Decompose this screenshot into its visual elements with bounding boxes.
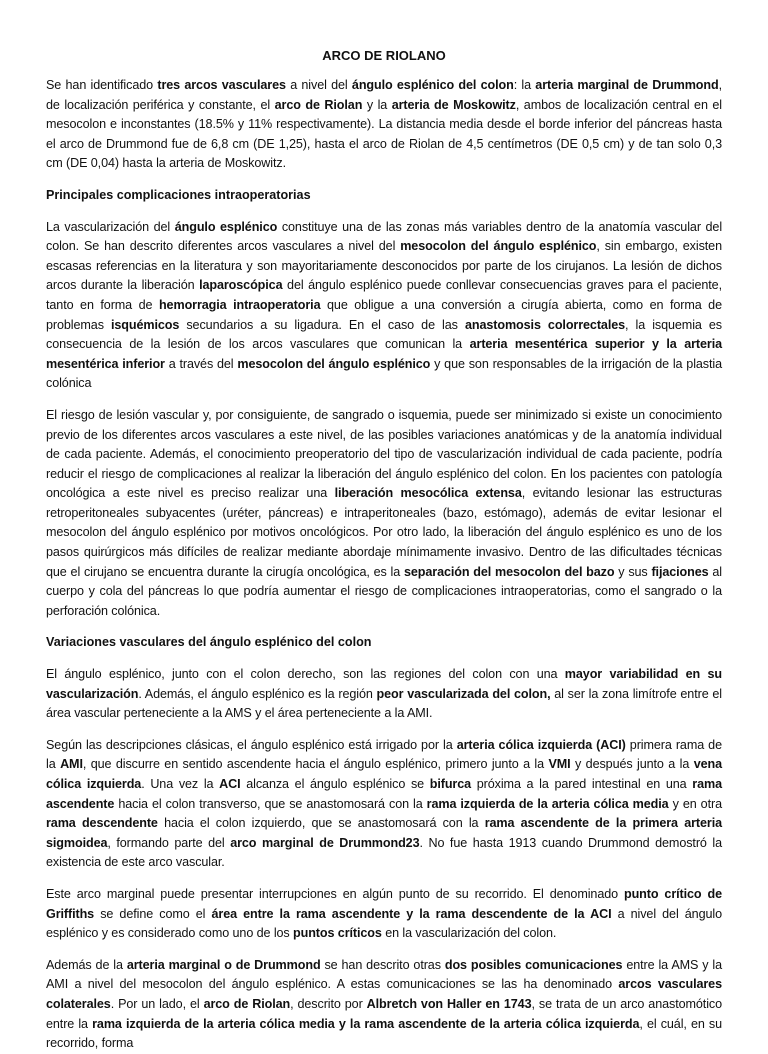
bold-text: puntos críticos [293,926,382,941]
bold-text: anastomosis colorrectales [464,317,626,332]
text-run: Además de la [46,957,127,972]
bold-text: rama izquierda de la arteria cólica media [426,796,669,811]
bold-text: rama descendente [46,816,158,831]
bold-text: ángulo esplénico [174,219,278,234]
bold-text: arco de Riolan [203,996,291,1011]
bold-text: laparoscópica [199,278,283,293]
text-run: al cuerpo y cola del páncreas lo que podría aumentar el riesgo de complicaciones intraoperatorias, como el sangrado o la perforación colónica. [46,564,722,618]
section-heading: Variaciones vasculares del ángulo esplénico del colon [46,635,372,650]
bold-text: arco marginal de Drummond23 [230,835,420,850]
text-run: Según las descripciones clásicas, el ángulo esplénico está irrigado por la [46,737,457,752]
text-run: , el cuál, en su recorrido, forma [46,1016,723,1051]
text-run: a través del [164,356,238,371]
bold-text: arteria cólica izquierda (ACI) [456,737,626,752]
bold-text: área entre la rama ascendente y la rama descendente de la ACI [211,906,612,921]
document-body [46,76,722,1054]
bold-text: arteria marginal de Drummond [535,78,719,92]
text-run: : la [513,78,536,92]
bold-text: mayor variabilidad en su vascularización [46,667,722,701]
document-title: ARCO DE RIOLANO [322,48,446,63]
text-run: constituye una de las zonas más variables dentro de la anatomía vascular del colon. Se han descrito diferentes arcos vasculares a nivel del [46,219,723,254]
text-run: , descrito por [290,996,367,1011]
bold-text: rama ascendente de la primera arteria sigmoidea [46,816,723,850]
bold-text: vena cólica izquierda [46,757,722,791]
text-run: y en otra [668,796,722,811]
bold-text: rama izquierda de la arteria cólica media y la rama ascendente de la arteria cólica izquierda [92,1016,640,1031]
text-run: , de localización periférica y constante, el [46,78,722,112]
text-run: se han descrito otras [320,957,445,972]
text-run: Se han identificado [46,78,158,92]
text-run: en la vascularización del colon. [381,926,557,941]
bold-text: ACI [219,777,241,791]
paragraph [46,665,722,724]
paragraph [46,406,722,622]
bold-text: isquémicos [110,317,180,332]
bold-text: bifurca [429,777,472,791]
bold-text: arteria mesentérica superior y la arteria mesentérica inferior [46,337,722,371]
text-run: hacia el colon izquierdo, que se anastomosará con la [157,816,485,831]
bold-text: punto crítico de Griffiths [46,886,722,921]
paragraph [46,76,722,174]
text-run: , se trata de un arco anastomótico entre la [46,996,722,1031]
text-run: Este arco marginal puede presentar interrupciones en algún punto de su recorrido. El denominado [46,886,624,901]
text-run: alcanza el ángulo esplénico se [240,777,430,791]
bold-text: mesocolon del ángulo esplénico [400,239,597,254]
text-run: El ángulo esplénico, junto con el colon derecho, son las regiones del colon con una [46,667,565,682]
bold-text: Albretch von Haller en 1743 [366,996,532,1011]
text-run: a nivel del [285,78,352,92]
text-run: , evitando lesionar las estructuras retroperitoneales subyacentes (uréter, páncreas) e intraperitoneales (bazo, estómago), además de evitar lesionar el mesocolon del ángulo esplénico por motivos oncológicos. Por otro lado, la liberación del ángulo esplénico es uno de los pasos quirúrgicos más difíciles de realizar mediante abordaje mínimamente invasivo. Dentro de las dificultades técnicas que el cirujano se encuentra durante la cirugía oncológica, es la [46,486,722,579]
text-run: . Una vez la [141,777,220,791]
text-run: . No fue hasta 1913 cuando Drummond demostró la existencia de este arco vascular. [46,835,722,870]
text-run: hacia el colon transverso, que se anastomosará con la [114,796,427,811]
bold-text: AMI [60,757,83,772]
bold-text: VMI [548,757,571,772]
section-heading: Principales complicaciones intraoperatorias [46,187,311,202]
text-run: y después junto a la [570,757,694,772]
text-run: , que discurre en sentido ascendente hacia el ángulo esplénico, primero junto a la [82,757,549,772]
text-run: primera rama de la [46,737,722,772]
bold-text: ángulo esplénico del colon [351,78,514,92]
text-run: entre la AMS y la AMI a nivel del mesocolon del ángulo esplénico. A estas comunicaciones se las ha denominado [46,957,722,992]
bold-text: liberación mesocólica extensa [334,486,522,501]
bold-text: mesocolon del ángulo esplénico [237,356,431,371]
bold-text: arco de Riolan [274,97,363,112]
text-run: al ser la zona limítrofe entre el área vascular perteneciente a la AMS y el área perteneciente a la AMI. [46,686,722,721]
text-run: secundarios a su ligadura. En el caso de las [179,317,465,332]
text-run: del ángulo esplénico puede conllevar consecuencias graves para el paciente, tanto en forma de [46,278,722,312]
text-run: . Por un lado, el [110,996,204,1011]
text-run: y sus [614,564,652,579]
text-run: y que son responsables de la irrigación de la plastia colónica [46,356,723,391]
bold-text: tres arcos vasculares [157,78,286,92]
paragraph [46,885,722,944]
paragraph [46,956,722,1054]
bold-text: arteria marginal o de Drummond [126,957,321,972]
paragraph [46,218,722,394]
bold-text: hemorragia intraoperatoria [158,297,321,312]
text-run: La vascularización del [46,219,175,234]
bold-text: separación del mesocolon del bazo [403,564,615,579]
text-run: a nivel del ángulo esplénico y es considerado como uno de los [46,906,722,941]
text-run: . Además, el ángulo esplénico es la región [138,686,377,701]
bold-text: arteria de Moskowitz [391,97,516,112]
text-run: próxima a la pared intestinal en una [471,777,693,791]
text-run: que obligue a una conversión a cirugía abierta, como en forma de problemas [46,297,722,332]
text-run: se define como el [94,906,212,921]
text-run: y la [362,97,392,112]
bold-text: arcos vasculares colaterales [46,977,722,1011]
text-run: , formando parte del [107,835,231,850]
bold-text: peor vascularizada del colon, [376,686,551,701]
text-run: , la isquemia es consecuencia de la lesión de los arcos vasculares que comunican la [46,317,722,352]
text-run: , sin embargo, existen escasas referencias en la literatura y son mayoritariamente desconocidos por parte de los cirujanos. La lesión de dichos arcos durante la liberación [46,239,722,293]
text-run: , ambos de localización central en el mesocolon e inconstantes (18.5% y 11% respectivamente). La distancia media desde el borde inferior del páncreas hasta el arco de Drummond fue de 6,8 cm (DE 1,25), hasta el arco de Riolan de 4,5 centímetros (DE 0,5 cm) y de tan solo 0,3 cm (DE 0,04) hasta la arteria de Moskowitz. [46,97,722,171]
bold-text: fijaciones [651,564,709,579]
bold-text: dos posibles comunicaciones [444,957,623,972]
bold-text: rama ascendente [46,777,722,811]
text-run: El riesgo de lesión vascular y, por consiguiente, de sangrado o isquemia, puede ser minimizado si existe un conocimiento previo de los diferentes arcos vasculares a este nivel, de las posibles variaciones anatómicas y de la anatomía individual de cada paciente. Además, el conocimiento preoperatorio del tipo de vascularización individual de cada paciente, podría reducir el riesgo de complicaciones al realizar la liberación del ángulo esplénico del colon. En los pacientes con patología oncológica a este nivel es preciso realizar una [46,407,722,501]
paragraph [46,736,722,873]
